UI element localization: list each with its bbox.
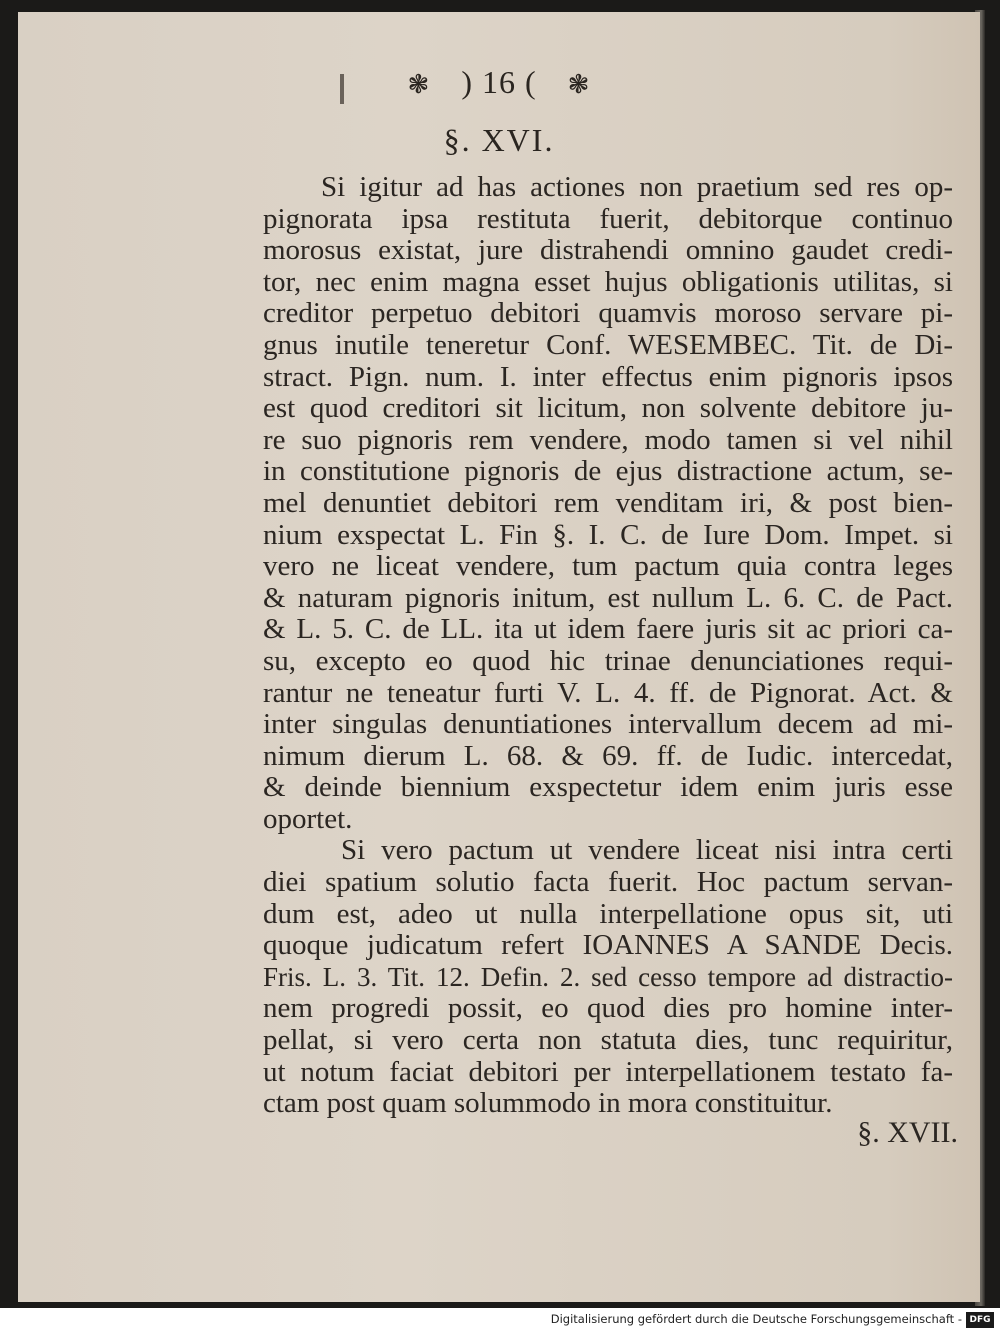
right-ornament-icon: ❃ — [567, 70, 591, 99]
text-line: nem progredi possit, eo quod dies pro homine inter- — [263, 993, 953, 1025]
text-line: & deinde biennium exspectetur idem enim juris esse — [263, 772, 953, 804]
text-line: pignorata ipsa restituta fuerit, debitorque continuo — [263, 203, 953, 235]
text-line: creditor perpetuo debitori quamvis moroso servare pi- — [263, 298, 953, 330]
text-line: nimum dierum L. 68. & 69. ff. de Iudic. intercedat, — [263, 740, 953, 772]
page-number: ) 16 ( — [461, 64, 537, 100]
text-line: diei spatium solutio facta fuerit. Hoc pactum servan- — [263, 867, 953, 899]
text-line: Fris. L. 3. Tit. 12. Defin. 2. sed cesso tempore ad distractio- — [263, 961, 953, 992]
text-line: in constitutione pignoris de ejus distractione actum, se- — [263, 456, 953, 488]
text-line: mel denuntiet debitori rem venditam iri, & post bien- — [263, 487, 953, 519]
funding-credit: Digitalisierung gefördert durch die Deutsche Forschungsgemeinschaft - — [550, 1312, 962, 1326]
text-line: ctam post quam solummodo in mora constituitur. — [263, 1088, 833, 1120]
section-heading: §. XVI. — [443, 122, 555, 158]
text-line: morosus existat, jure distrahendi omnino gaudet credi- — [263, 235, 953, 267]
text-line: tor, nec enim magna esset hujus obligationis utilitas, si — [263, 266, 953, 298]
text-line: ut notum faciat debitori per interpellationem testato fa- — [263, 1056, 953, 1088]
text-line: su, excepto eo quod hic trinae denunciationes requi- — [263, 645, 953, 677]
text-line: pellat, si vero certa non statuta dies, tunc requiritur, — [263, 1025, 953, 1057]
text-line: gnus inutile teneretur Conf. WESEMBEC. Tit. de Di- — [263, 329, 953, 361]
text-line: rantur ne teneatur furti V. L. 4. ff. de Pignorat. Act. & — [263, 677, 953, 709]
footer-bar — [0, 1308, 1000, 1334]
dfg-logo: DFG — [966, 1312, 994, 1328]
text-line: inter singulas denuntiationes intervallum decem ad mi- — [263, 709, 953, 741]
text-line: & L. 5. C. de LL. ita ut idem faere juris sit ac priori ca- — [263, 614, 953, 646]
text-line: & naturam pignoris initum, est nullum L. 6. C. de Pact. — [263, 582, 953, 614]
text-line: nium exspectat L. Fin §. I. C. de Iure Dom. Impet. si — [263, 519, 953, 551]
book-page — [18, 12, 980, 1302]
text-line: dum est, adeo ut nulla interpellatione opus sit, uti — [263, 898, 953, 930]
text-line: Si vero pactum ut vendere liceat nisi intra certi — [341, 835, 953, 867]
text-line: oportet. — [263, 803, 353, 835]
text-line: vero ne liceat vendere, tum pactum quia contra leges — [263, 551, 953, 583]
text-line: stract. Pign. num. I. inter effectus enim pignoris ipsos — [263, 361, 953, 393]
left-ornament-icon: ❃ — [407, 70, 431, 99]
text-line: quoque judicatum refert IOANNES A SANDE Decis. — [263, 930, 953, 962]
margin-mark — [340, 74, 344, 104]
text-line: Si igitur ad has actiones non praetium sed res op- — [321, 172, 953, 203]
catchword: §. XVII. — [857, 1116, 958, 1149]
running-head — [18, 64, 980, 112]
text-line: est quod creditori sit licitum, non solvente debitore ju- — [263, 393, 953, 425]
body-text — [263, 172, 953, 1120]
text-line: re suo pignoris rem vendere, modo tamen si vel nihil — [263, 424, 953, 456]
